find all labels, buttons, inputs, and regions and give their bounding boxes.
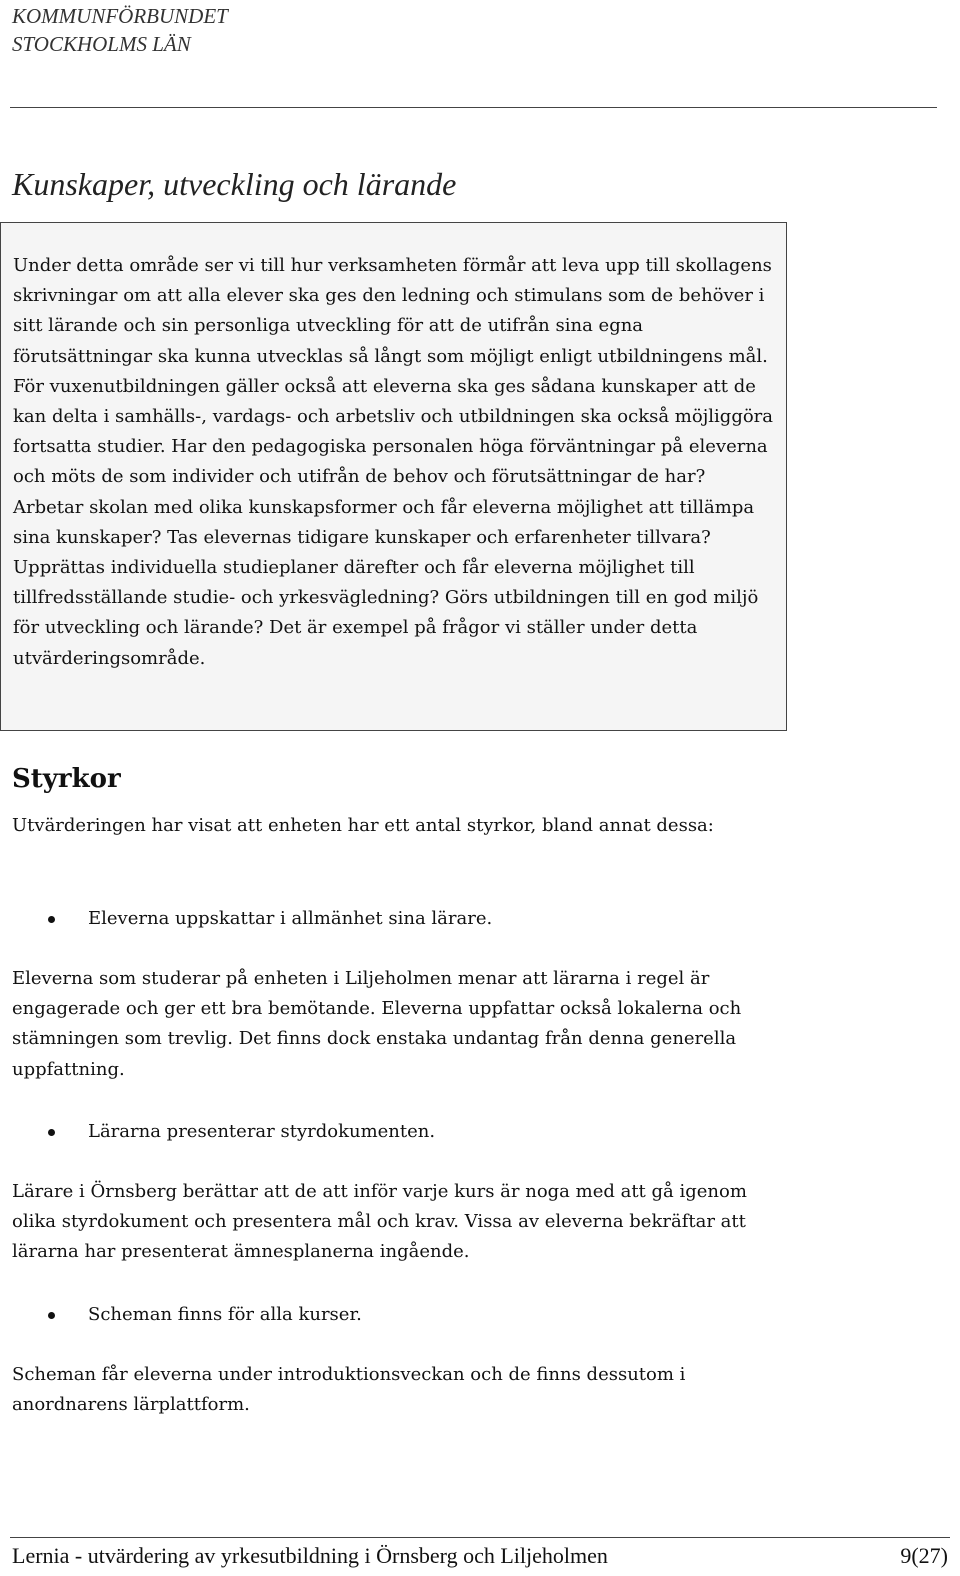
bullet-icon bbox=[48, 1129, 55, 1136]
strength-paragraph: Lärare i Örnsberg berättar att de att inför varje kurs är noga med att gå igenom olika styrdokument och presentera mål och krav. Vissa av eleverna bekräftar att lärarna har presenterat ämnesplanerna ingående. bbox=[12, 1181, 747, 1263]
bullet-icon bbox=[48, 916, 55, 923]
footer-divider bbox=[10, 1537, 950, 1538]
header-divider bbox=[10, 107, 937, 108]
section-title: Kunskaper, utveckling och lärande bbox=[12, 166, 457, 202]
list-item-text: Eleverna uppskattar i allmänhet sina lärare. bbox=[88, 908, 493, 929]
strength-paragraph: Scheman får eleverna under introduktionsveckan och de finns dessutom i anordnarens lärplattform. bbox=[12, 1364, 686, 1416]
organization-name-line1: KOMMUNFÖRBUNDET bbox=[12, 4, 228, 28]
bullet-icon bbox=[48, 1312, 55, 1319]
list-item bbox=[48, 1300, 362, 1330]
list-item-text: Scheman finns för alla kurser. bbox=[88, 1304, 362, 1325]
strengths-lead-paragraph: Utvärderingen har visat att enheten har ett antal styrkor, bland annat dessa: bbox=[12, 815, 714, 836]
strengths-heading: Styrkor bbox=[12, 764, 121, 794]
page-number: 9(27) bbox=[900, 1543, 948, 1568]
list-item-text: Lärarna presenterar styrdokumenten. bbox=[88, 1121, 436, 1142]
organization-name-line2: STOCKHOLMS LÄN bbox=[12, 32, 191, 56]
intro-box bbox=[0, 222, 787, 731]
list-item bbox=[48, 1117, 435, 1147]
list-item bbox=[48, 904, 492, 934]
footer-document-title: Lernia - utvärdering av yrkesutbildning i Örnsberg och Liljeholmen bbox=[12, 1543, 608, 1568]
organization-name bbox=[12, 2, 228, 58]
strength-paragraph: Eleverna som studerar på enheten i Liljeholmen menar att lärarna i regel är engagerade och ger ett bra bemötande. Eleverna uppfattar också lokalerna och stämningen som trevlig. Det finns dock enstaka undantag från denna generella uppfattning. bbox=[12, 968, 742, 1080]
intro-paragraph: Under detta område ser vi till hur verksamheten förmår att leva upp till skollagens skrivningar om att alla elever ska ges den ledning och stimulans som de behöver i sitt lärande och sin personliga utveckling för att de utifrån sina egna förutsättningar ska kunna utvecklas så långt som möjligt enligt utbildningens mål. För vuxenutbildningen gäller också att eleverna ska ges sådana kunskaper att de kan delta i samhälls-, vardags- och arbetsliv och utbildningen ska också möjliggöra fortsatta studier. Har den pedagogiska personalen höga förväntningar på eleverna och möts de som individer och utifrån de behov och förutsättningar de har? Arbetar skolan med olika kunskapsformer och får eleverna möjlighet att tillämpa sina kunskaper? Tas elevernas tidigare kunskaper och erfarenheter tillvara? Upprättas individuella studieplaner därefter och får eleverna möjlighet till tillfredsställande studie- och yrkesvägledning? Görs utbildningen till en god miljö för utveckling och lärande? Det är exempel på frågor vi ställer under detta utvärderingsområde. bbox=[13, 255, 774, 669]
